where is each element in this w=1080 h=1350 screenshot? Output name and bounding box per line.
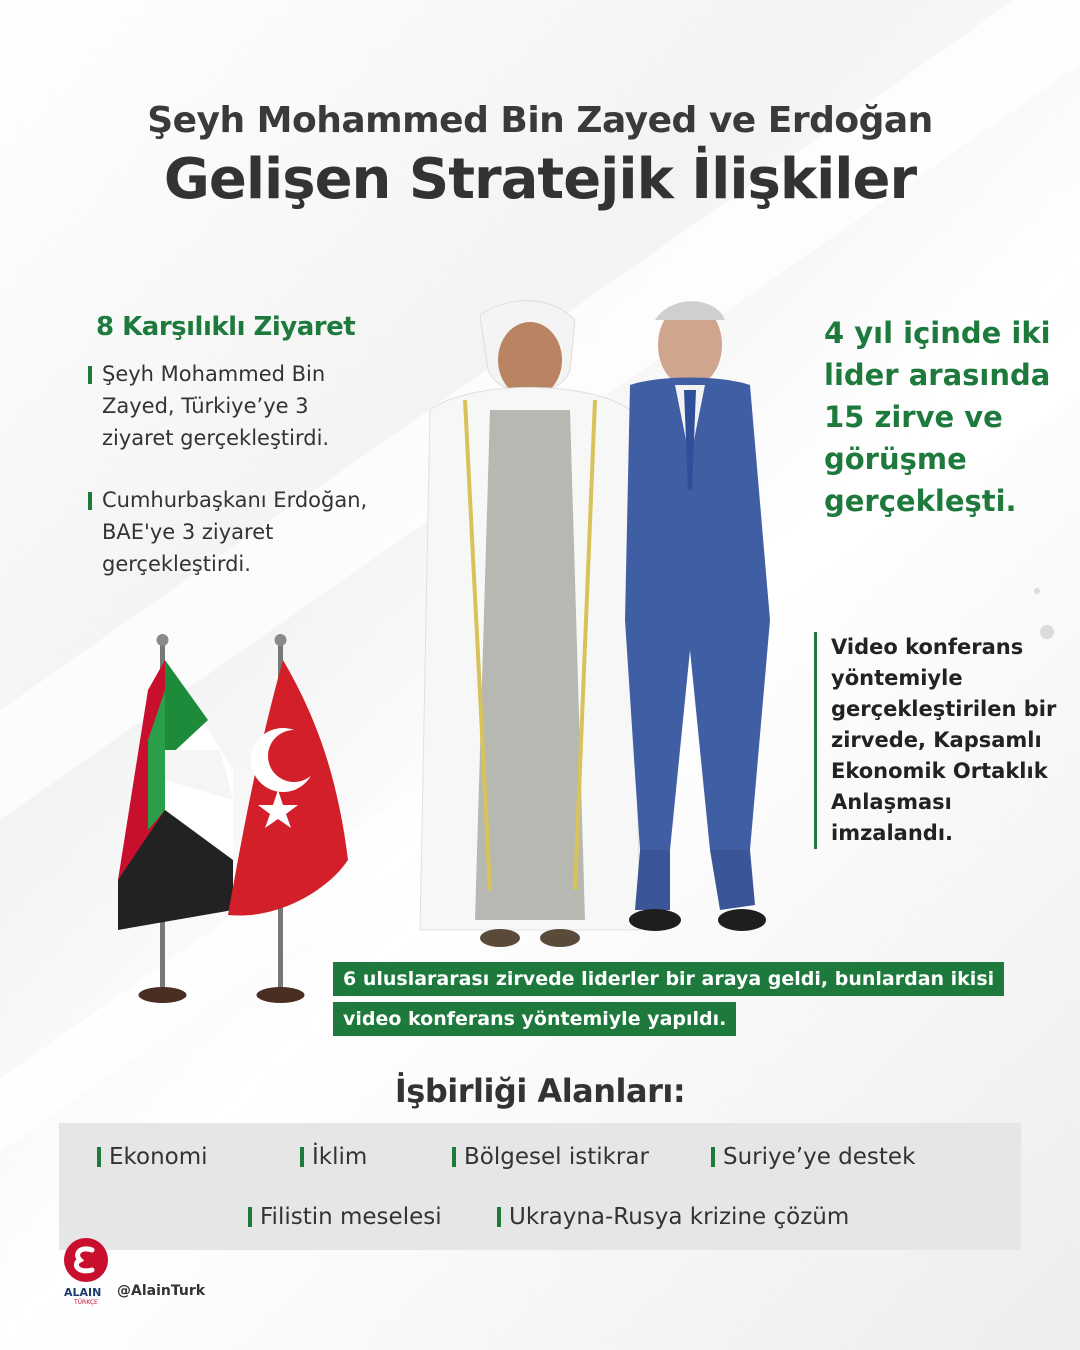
cooperation-item-label: Filistin meselesi <box>260 1204 442 1230</box>
page-subtitle: Şeyh Mohammed Bin Zayed ve Erdoğan <box>147 100 933 141</box>
header <box>0 100 1080 212</box>
bullet-bar <box>248 1207 252 1227</box>
bullet-bar <box>88 366 92 384</box>
cooperation-item <box>711 1143 915 1171</box>
bullet-bar <box>97 1147 101 1167</box>
bullet-bar <box>497 1207 501 1227</box>
turkey-flag-icon <box>228 634 348 1003</box>
logo-wordmark: ALAIN <box>64 1286 102 1299</box>
summit-banner <box>333 962 1004 1036</box>
cooperation-title: İşbirliği Alanları: <box>394 1072 686 1110</box>
bullet-bar <box>711 1147 715 1167</box>
page-title: Gelişen Stratejik İlişkiler <box>163 147 917 212</box>
logo-subtext: TÜRKÇE <box>74 1299 98 1306</box>
banner-line-1: 6 uluslararası zirvede liderler bir araya geldi, bunlardan ikisi <box>333 962 1004 996</box>
cooperation-item <box>300 1143 367 1171</box>
visit-item <box>88 484 378 580</box>
visit-item-text: Şeyh Mohammed Bin Zayed, Türkiye’ye 3 ziyaret gerçekleştirdi. <box>102 362 330 450</box>
bullet-bar <box>452 1147 456 1167</box>
cooperation-item <box>97 1143 208 1171</box>
cooperation-item <box>452 1143 649 1171</box>
video-conference-note: Video konferans yöntemiyle gerçekleştirilen bir zirvede, Kapsamlı Ekonomik Ortaklık Anlaşması imzalandı. <box>814 632 1071 849</box>
cooperation-item-label: İklim <box>312 1144 368 1170</box>
leaders-photo <box>370 290 790 955</box>
cooperation-item-label: Suriye’ye destek <box>723 1144 916 1170</box>
bullet-bar <box>88 492 92 510</box>
bullet-bar <box>300 1147 304 1167</box>
leader-left-figure <box>420 301 640 947</box>
cooperation-item <box>497 1203 849 1231</box>
flags-illustration <box>108 630 358 1010</box>
visits-section <box>88 312 378 610</box>
cooperation-item-label: Ekonomi <box>109 1144 208 1170</box>
visits-heading: 8 Karşılıklı Ziyaret <box>96 312 356 342</box>
leader-right-figure <box>625 301 770 931</box>
banner-line-2: video konferans yöntemiyle yapıldı. <box>333 1002 736 1036</box>
visit-item-text: Cumhurbaşkanı Erdoğan, BAE'ye 3 ziyaret gerçekleştirdi. <box>102 488 368 576</box>
decor-dot <box>1034 588 1040 594</box>
uae-flag-icon <box>118 634 233 1003</box>
cooperation-item-label: Ukrayna-Rusya krizine çözüm <box>509 1204 850 1230</box>
visit-item <box>88 358 378 454</box>
cooperation-item <box>248 1203 442 1231</box>
summit-count-stat: 4 yıl içinde iki lider arasında 15 zirve ve görüşme gerçekleşti. <box>824 316 1051 518</box>
cooperation-item-label: Bölgesel istikrar <box>464 1144 649 1170</box>
social-handle: @AlainTurk <box>117 1283 206 1299</box>
cooperation-box <box>59 1123 1021 1250</box>
